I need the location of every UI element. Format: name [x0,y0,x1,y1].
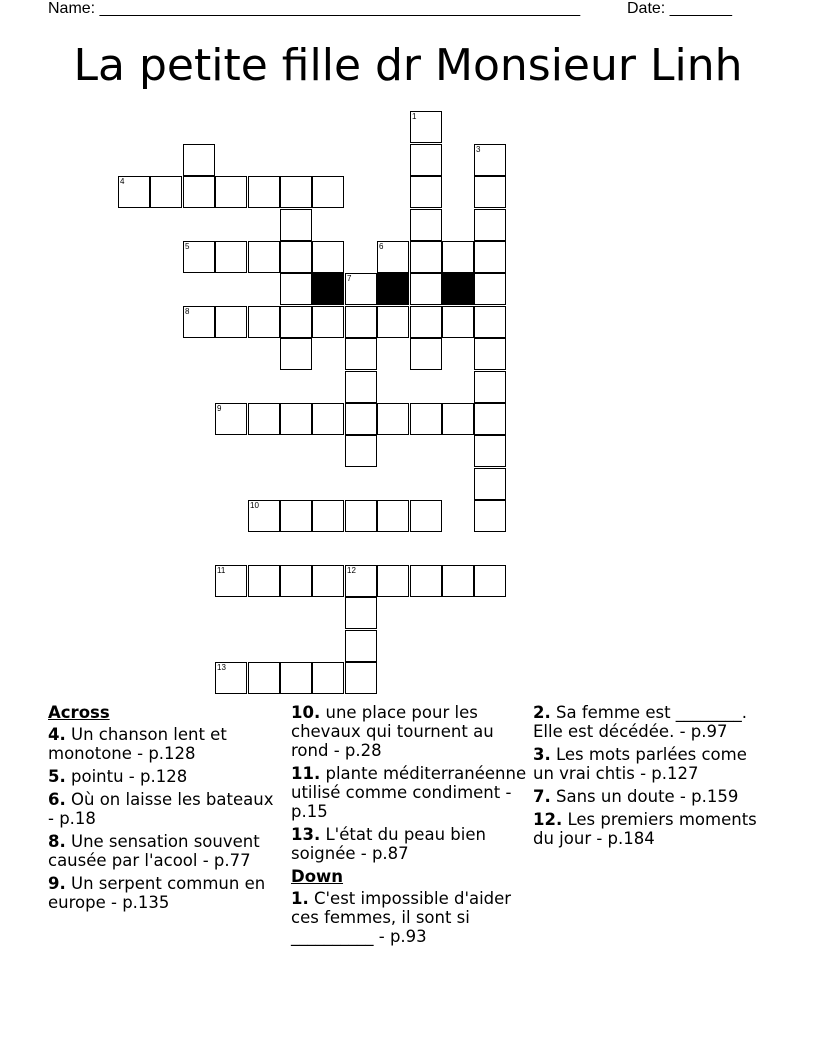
grid-cell[interactable] [118,176,150,208]
grid-cell[interactable] [474,338,506,370]
page-title: La petite fille dr Monsieur Linh [73,40,743,91]
grid-cell[interactable] [280,403,312,435]
clue-number: 13. [291,825,321,844]
grid-cell[interactable] [345,630,377,662]
clue-number: 9. [48,874,66,893]
grid-cell[interactable] [280,565,312,597]
grid-cell[interactable] [215,306,247,338]
grid-cell[interactable] [312,306,344,338]
clue-text: L'état du peau bien soignée - p.87 [291,825,486,863]
grid-cell[interactable] [312,176,344,208]
clue-text: Un serpent commun en europe - p.135 [48,874,266,912]
clue-number: 4. [48,725,66,744]
grid-cell[interactable] [215,241,247,273]
grid-cell[interactable] [215,176,247,208]
grid-cell[interactable] [312,241,344,273]
grid-cell[interactable] [474,144,506,176]
clue-text: Une sensation souvent causée par l'acool - p.77 [48,832,260,870]
clue-number-label: 13 [217,663,226,672]
clue-across-13 [291,825,527,863]
clue-down-12 [533,810,773,848]
clue-across-8 [48,832,284,870]
clue-number-label: 4 [120,177,125,186]
grid-black-cell [442,273,474,305]
grid-cell[interactable] [474,500,506,532]
grid-cell[interactable] [280,176,312,208]
grid-cell[interactable] [377,565,409,597]
clue-number: 3. [533,745,551,764]
grid-cell[interactable] [215,662,247,694]
grid-cell[interactable] [215,403,247,435]
grid-cell[interactable] [248,662,280,694]
grid-cell[interactable] [248,176,280,208]
grid-cell[interactable] [410,306,442,338]
clue-number: 1. [291,889,309,908]
grid-black-cell [377,273,409,305]
grid-cell[interactable] [442,403,474,435]
grid-cell[interactable] [474,176,506,208]
grid-cell[interactable] [474,435,506,467]
grid-cell[interactable] [474,209,506,241]
clue-text: Un chanson lent et monotone - p.128 [48,725,227,763]
clue-text: C'est impossible d'aider ces femmes, il sont si __________ - p.93 [291,889,512,946]
clue-number-label: 5 [185,242,190,251]
clue-number: 11. [291,764,321,783]
clue-number-label: 11 [217,566,226,575]
grid-cell[interactable] [183,241,215,273]
grid-cell[interactable] [345,500,377,532]
grid-cell[interactable] [410,565,442,597]
clue-number: 6. [48,790,66,809]
clue-down-2 [533,703,773,741]
clue-down-3 [533,745,773,783]
clues-column-3 [533,703,773,852]
grid-cell[interactable] [280,306,312,338]
clue-number: 5. [48,767,66,786]
grid-cell[interactable] [377,403,409,435]
clue-across-5 [48,767,284,786]
grid-cell[interactable] [248,241,280,273]
grid-cell[interactable] [410,403,442,435]
grid-cell[interactable] [474,468,506,500]
grid-cell[interactable] [377,306,409,338]
grid-cell[interactable] [183,144,215,176]
grid-cell[interactable] [442,241,474,273]
grid-cell[interactable] [150,176,182,208]
grid-cell[interactable] [410,209,442,241]
clue-number: 8. [48,832,66,851]
grid-cell[interactable] [183,176,215,208]
grid-cell[interactable] [442,565,474,597]
clue-down-7 [533,787,773,806]
clue-across-6 [48,790,284,828]
clue-text: Les premiers moments du jour - p.184 [533,810,757,848]
clue-number-label: 7 [347,274,352,283]
clue-number: 12. [533,810,563,829]
grid-cell[interactable] [280,273,312,305]
grid-cell[interactable] [345,273,377,305]
clue-across-9 [48,874,284,912]
grid-cell[interactable] [474,241,506,273]
grid-cell[interactable] [377,500,409,532]
clue-text: Où on laisse les bateaux - p.18 [48,790,274,828]
across-heading: Across [48,703,110,722]
clue-text: pointu - p.128 [71,767,188,786]
clue-text: Sans un doute - p.159 [556,787,739,806]
grid-cell[interactable] [410,144,442,176]
grid-cell[interactable] [345,371,377,403]
grid-cell[interactable] [248,500,280,532]
grid-cell[interactable] [345,597,377,629]
grid-cell[interactable] [345,435,377,467]
clue-number-label: 1 [412,112,417,121]
grid-cell[interactable] [280,500,312,532]
grid-cell[interactable] [474,306,506,338]
grid-cell[interactable] [248,565,280,597]
grid-cell[interactable] [410,111,442,143]
grid-cell[interactable] [312,662,344,694]
grid-cell[interactable] [183,306,215,338]
clue-number: 7. [533,787,551,806]
grid-black-cell [312,273,344,305]
grid-cell[interactable] [345,403,377,435]
clue-text: Sa femme est ________. Elle est décédée. - p.97 [533,703,748,741]
grid-cell[interactable] [410,273,442,305]
clues-column-1 [48,703,284,916]
grid-cell[interactable] [248,306,280,338]
grid-cell[interactable] [248,403,280,435]
grid-cell[interactable] [410,176,442,208]
clues-column-2 [291,703,527,950]
clue-number: 10. [291,703,321,722]
clue-number-label: 10 [250,501,259,510]
grid-cell[interactable] [345,338,377,370]
clue-across-11 [291,764,527,821]
clue-text: une place pour les chevaux qui tournent au rond - p.28 [291,703,494,760]
clue-text: plante méditerranéenne utilisé comme condiment - p.15 [291,764,527,821]
grid-cell[interactable] [474,371,506,403]
grid-cell[interactable] [280,338,312,370]
clue-number-label: 8 [185,307,190,316]
grid-cell[interactable] [312,500,344,532]
grid-cell[interactable] [345,662,377,694]
grid-cell[interactable] [474,403,506,435]
date-field-label: Date: _______ [627,0,732,17]
grid-cell[interactable] [377,241,409,273]
down-heading: Down [291,867,344,886]
grid-cell[interactable] [280,241,312,273]
clue-number-label: 6 [379,242,384,251]
clue-number-label: 3 [476,145,481,154]
grid-cell[interactable] [474,273,506,305]
clue-down-1 [291,889,527,946]
clue-across-4 [48,725,284,763]
clue-across-10 [291,703,527,760]
clue-number-label: 12 [347,566,356,575]
grid-cell[interactable] [215,565,247,597]
grid-cell[interactable] [410,338,442,370]
grid-cell[interactable] [345,565,377,597]
grid-cell[interactable] [280,662,312,694]
grid-cell[interactable] [410,500,442,532]
clue-number-label: 9 [217,404,222,413]
grid-cell[interactable] [442,306,474,338]
grid-cell[interactable] [410,241,442,273]
name-field-label: Name: ______________________________________________________ [48,0,581,17]
grid-cell[interactable] [345,306,377,338]
grid-cell[interactable] [312,403,344,435]
clue-text: Les mots parlées come un vrai chtis - p.127 [533,745,747,783]
grid-cell[interactable] [474,565,506,597]
clue-number: 2. [533,703,551,722]
grid-cell[interactable] [280,209,312,241]
grid-cell[interactable] [312,565,344,597]
